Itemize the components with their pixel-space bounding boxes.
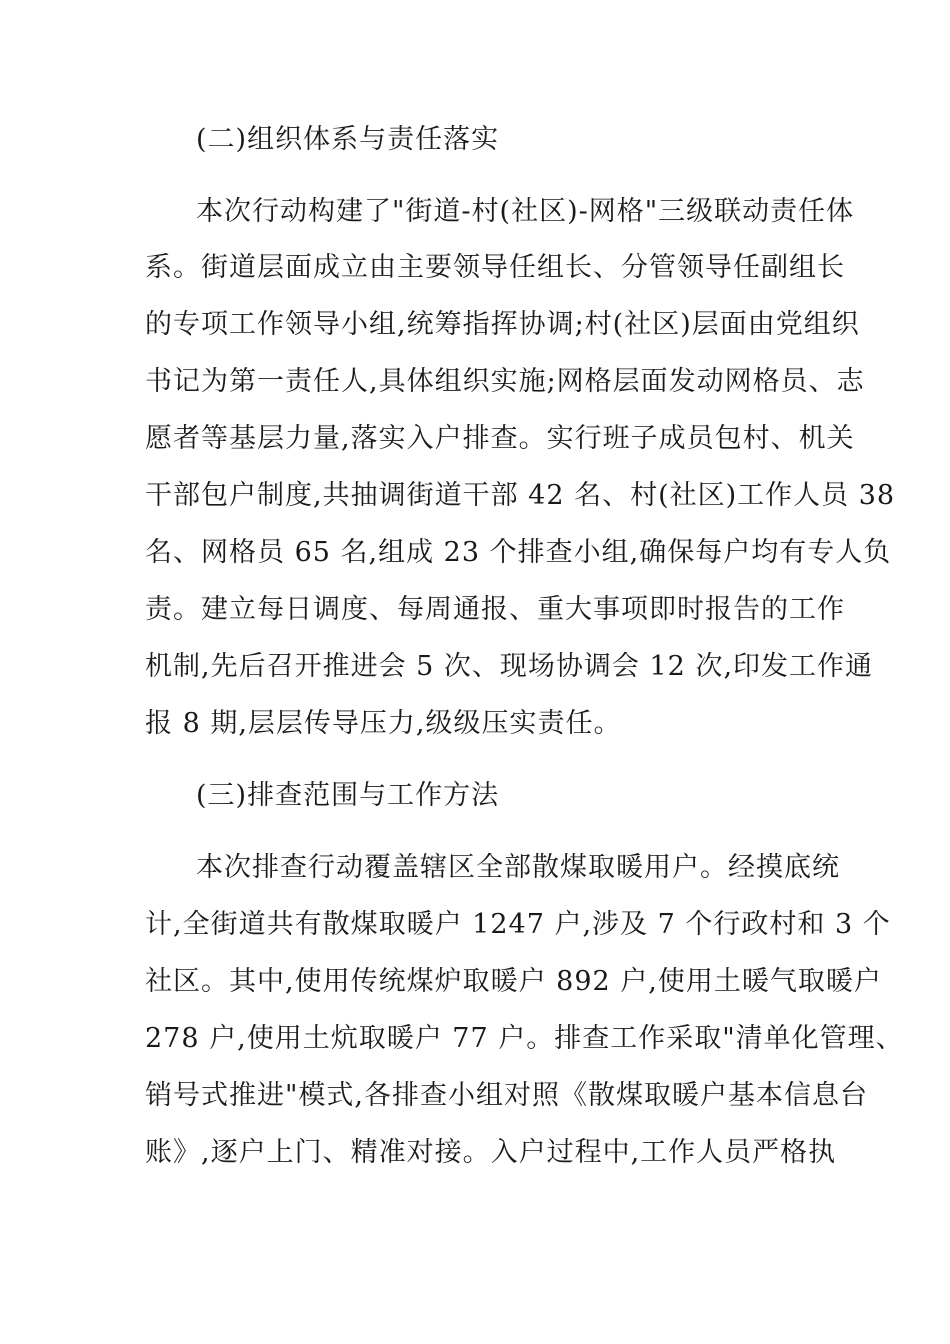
paragraph-line: 名、网格员 65 名,组成 23 个排查小组,确保每户均有专人负 <box>145 537 892 568</box>
paragraph-line: 计,全街道共有散煤取暖户 1247 户,涉及 7 个行政村和 3 个 <box>145 909 891 940</box>
paragraph-line: 的专项工作领导小组,统筹指挥协调;村(社区)层面由党组织 <box>145 309 860 340</box>
paragraph-line: 278 户,使用土炕取暖户 77 户。排查工作采取"清单化管理、 <box>145 1023 904 1054</box>
paragraph-line: 账》,逐户上门、精准对接。入户过程中,工作人员严格执 <box>145 1137 837 1168</box>
paragraph-line: 本次行动构建了"街道-村(社区)-网格"三级联动责任体 <box>196 196 855 227</box>
paragraph-line: 书记为第一责任人,具体组织实施;网格层面发动网格员、志 <box>145 366 865 397</box>
paragraph-line: 社区。其中,使用传统煤炉取暖户 892 户,使用土暖气取暖户 <box>145 966 882 997</box>
paragraph-line: 销号式推进"模式,各排查小组对照《散煤取暖户基本信息台 <box>145 1080 869 1111</box>
section-heading-scope: (三)排查范围与工作方法 <box>196 780 500 811</box>
paragraph-line: 干部包户制度,共抽调街道干部 42 名、村(社区)工作人员 38 <box>145 480 896 511</box>
paragraph-line: 机制,先后召开推进会 5 次、现场协调会 12 次,印发工作通 <box>145 651 874 682</box>
paragraph-line: 系。街道层面成立由主要领导任组长、分管领导任副组长 <box>145 252 845 283</box>
paragraph-line: 报 8 期,层层传导压力,级级压实责任。 <box>145 708 622 739</box>
paragraph-line: 愿者等基层力量,落实入户排查。实行班子成员包村、机关 <box>145 423 855 454</box>
paragraph-line: 本次排查行动覆盖辖区全部散煤取暖用户。经摸底统 <box>196 852 840 883</box>
paragraph-line: 责。建立每日调度、每周通报、重大事项即时报告的工作 <box>145 594 845 625</box>
section-heading-organization: (二)组织体系与责任落实 <box>196 124 500 155</box>
